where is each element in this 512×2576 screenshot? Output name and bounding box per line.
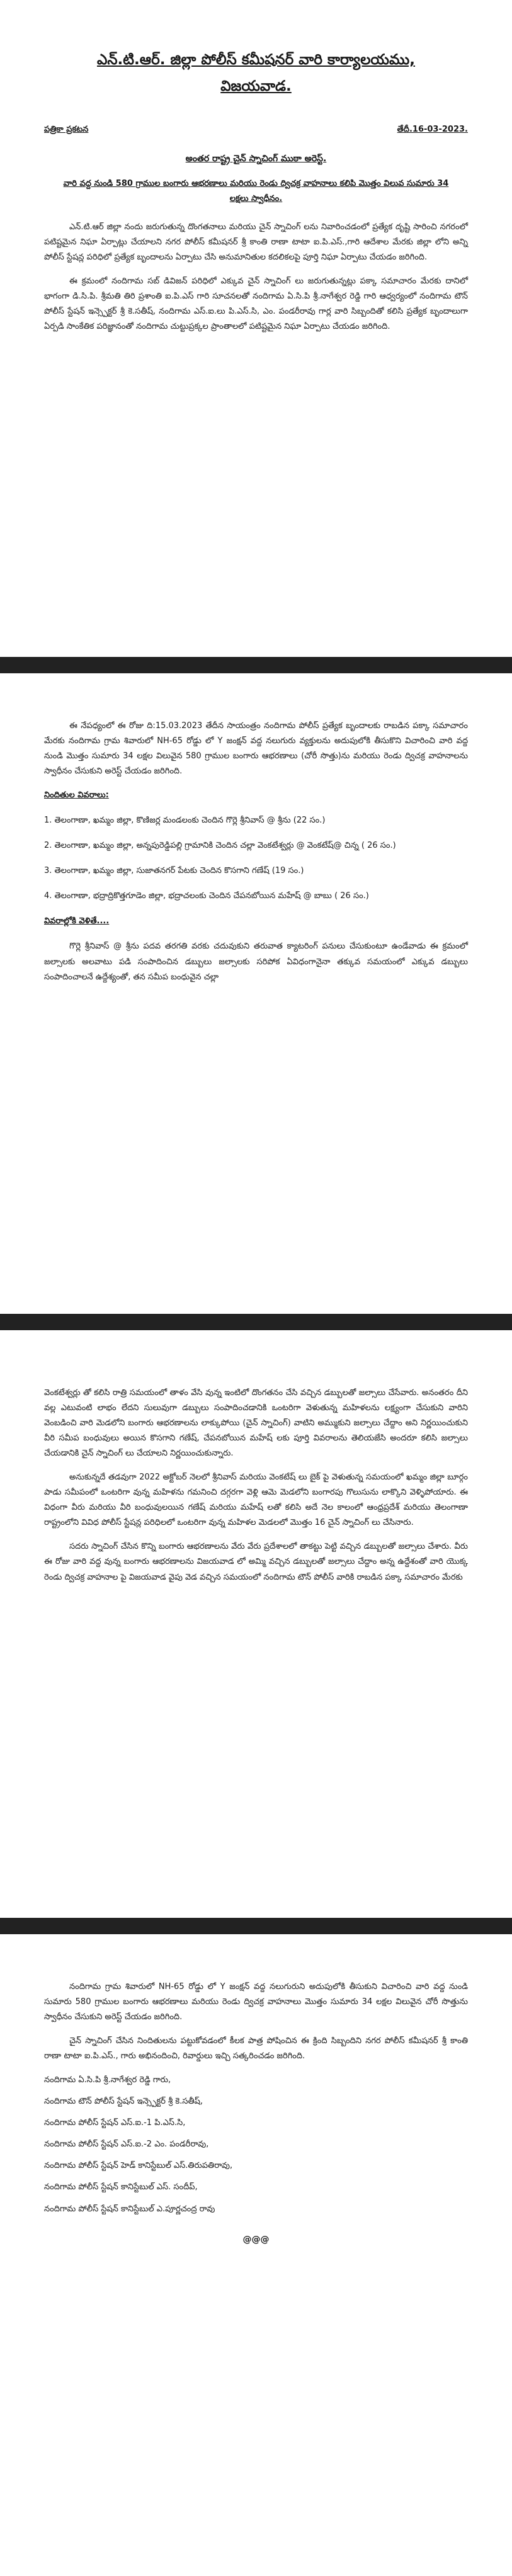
document-page-4 bbox=[0, 1934, 512, 2576]
office-title: ఎన్.టి.ఆర్. జిల్లా పోలీస్ కమీషనర్ వారి కార్యాలయము, bbox=[96, 52, 416, 68]
document-page-2 bbox=[0, 673, 512, 1314]
staff-line-4: నందిగామ పోలీస్ స్టేషన్ ఎస్.ఐ.-2 ఎం. పండరీరావు, bbox=[44, 2140, 209, 2150]
office-city: విజయవాడ. bbox=[220, 77, 292, 94]
details-paragraph-2: వెంకటేశ్వర్లు తో కలిసి రాత్రి సమయంలో తాళం వేసి వున్న ఇంటిలో దొంగతనం చేసి వచ్చిన డబ్బులతో జల్సాలు చేసేవారు. అనంతరం దీని వల్ల ఎటువంటి లాభం లేదని సులువుగా డబ్బులు సంపాదించడానికి ఒంటరిగా వెళుతున్న మహిళలను లక్ష్యంగా చేసుకుని వారిని వెంబడించి వారి మెడలోని బంగారు ఆభరణాలను లాక్కుపోయి (చైన్ స్నాచింగ్) వాటిని అమ్ముకుని జల్సాలు చేద్దాం అని నిర్ణయించుకుని వీరి సమీప బంధువులు అయిన కొసగాని గణేష్, చేపనబోయిన మహేష్ లకు పూర్తి వివరాలను తెలియజేసి అందరూ కలిసి జల్సాలు చేయడానికి చైన్ స్నాచింగ్ లు చేయాలని నిర్ణయించుకున్నారు. bbox=[44, 1388, 468, 1459]
arrest-paragraph: ఈ నేపధ్యంలో ఈ రోజు ది:15.03.2023 తేదీన సాయంత్రం నందిగామ పోలీస్ ప్రత్యేక బృందాలకు రాబడిన పక్కా సమాచారం మేరకు నందిగామ గ్రామ శివారులో NH-65 రోడ్డు లో Y జంక్షన్ వద్ద నలుగురు వ్యక్తులను అదుపులోకి తీసుకొని విచారించి వారి వద్ద నుండి మొత్తం సుమారు 34 లక్షల విలువైన 580 గ్రాముల బంగారు ఆభరణాలు (చోరీ సొత్తు)ను మరియు రెండు ద్విచక్ర వాహనాలను స్వాధీనం చేసుకుని అరెస్ట్ చేయడం జరిగింది. bbox=[44, 721, 468, 777]
staff-line-5: నందిగామ పోలీస్ స్టేషన్ హెడ్ కానిస్టేబుల్ ఎస్.తిరుపతిరావు, bbox=[44, 2161, 233, 2171]
recovery-paragraph: నందిగామ గ్రామ శివారులో NH-65 రోడ్డు లో Y జంక్షన్ వద్ద నలుగురుని అదుపులోకి తీసుకుని విచారించి వారి వద్ద నుండి సుమారు 580 గ్రాముల బంగారు ఆభరణాలు మరియు రెండు ద్విచక్ర వాహనాలు మొత్తం సుమారు 34 లక్షల విలువైన చోరీ సొత్తును స్వాధీనం చేసుకుని అరెస్ట్ చేయడం జరిగింది. bbox=[44, 1982, 468, 2022]
accused-item-1: 1. తెలంగాణా, ఖమ్మం జిల్లా, కొణిజర్ల మండలంకు చెందిన గొర్లె శ్రీనివాస్ @ శ్రీను (22 సం.) bbox=[44, 816, 326, 826]
press-note-label: పత్రికా ప్రకటన bbox=[44, 125, 89, 135]
date-label: తేదీ.16-03-2023. bbox=[397, 125, 468, 135]
intro-paragraph-1: ఎన్.టి.ఆర్ జిల్లా నందు జరుగుతున్న దొంగతనాలు మరియు చైన్ స్నాచింగ్ లను నివారించడంలో ప్రత్యేక దృష్టి సారించి నగరంలో పటిష్టమైన నిఘా ఏర్పాట్లు చేయాలని నగర పోలీస్ కమీషనర్ శ్రీ కాంతి రాణా టాటా ఐ.పి.ఎస్.,గారి ఆదేశాల మేరకు జిల్లా లోని అన్ని పోలీస్ స్టేషన్ల పరిధిలో ప్రత్యేక బృందాలను ఏర్పాటు చేసి అనుమానితుల కదలికలపై పూర్తి నిఘా ఏర్పాటు చేయడం జరిగింది. bbox=[44, 222, 468, 262]
accused-item-3: 3. తెలంగాణా, ఖమ్మం జిల్లా, సుజాతనగర్ పేటకు చెందిన కొసగాని గణేష్ (19 సం.) bbox=[44, 866, 304, 876]
reward-paragraph: చైన్ స్నాచింగ్ చేసిన నిందితులను పట్టుకోవడంలో కీలక పాత్ర పోషించిన ఈ క్రింది సిబ్బందిని నగర పోలీస్ కమీషనర్ శ్రీ కాంతి రాణా టాటా ఐ.పి.ఎస్., గారు అభినందించి, రివార్డులు ఇచ్చి సత్కరించడం జరిగింది. bbox=[44, 2036, 468, 2061]
meta-row bbox=[44, 122, 468, 137]
subheadline: వారి వద్ద నుండి 580 గ్రాముల బంగారు ఆభరణాలు మరియు రెండు ద్విచక్ర వాహనాలు కలిపి మొత్తం విలువ సుమారు 34 లక్షలు స్వాధీనం. bbox=[63, 179, 449, 203]
staff-line-6: నందిగామ పోలీస్ స్టేషన్ కానిస్టేబుల్ ఎస్. సందీప్, bbox=[44, 2182, 198, 2192]
staff-line-3: నందిగామ పోలీస్ స్టేషన్ ఎస్.ఐ.-1 పి.ఎస్.సి, bbox=[44, 2118, 186, 2128]
staff-line-7: నందిగామ పోలీస్ స్టేషన్ కానిస్టేబుల్ ఎ.పూర్ణచంద్ర రావు bbox=[44, 2204, 215, 2214]
details-paragraph-1: గొర్లె శ్రీనివాస్ @ శ్రీను పదవ తరగతి వరకు చదువుకుని తరువాత క్యాటరింగ్ పనులు చేసుకుంటూ ఉండేవాడు ఈ క్రమంలో జల్సాలకు అలవాటు పడి సంపాదించిన డబ్బులు జల్సాలకు సరిపోక ఏవిధంగానైనా తక్కువ సమయంలో ఎక్కువ డబ్బులు సంపాదించాలనే ఉద్దేశ్యంతో, తన సమీప బంధువైన చల్లా bbox=[44, 942, 468, 982]
intro-paragraph-2: ఈ క్రమంలో నందిగామ సబ్ డివిజన్ పరిధిలో ఎక్కువ చైన్ స్నాచింగ్ లు జరుగుతున్నట్లు పక్కా సమాచారం మేరకు దానిలో భాగంగా డి.సి.పి. శ్రీమతి తిరి ప్రశాంతి ఐ.పి.ఎస్ గారి సూచనలతో నందిగామ ఏ.సి.పి శ్రీ.నాగేశ్వర రెడ్డి గారి ఆధ్వర్యంలో నందిగామ టౌన్ పోలీస్ స్టేషన్ ఇన్స్పెక్టర్ శ్రీ కె.సతీష్, నందిగామ ఎస్.ఐ.లు పి.ఎస్.సి, ఎం. పండరీరావు గార్ల వారి సిబ్బందితో కలిసి ప్రత్యేక బృందాలుగా ఏర్పడి సాంకేతిక పరిజ్ఞానంతో నందిగామ చుట్టుప్రక్కల ప్రాంతాలలో పటిష్టమైన నిఘా ఏర్పాటు చేయడం జరిగింది. bbox=[44, 276, 468, 332]
document-page-3 bbox=[0, 1330, 512, 1918]
accused-item-4: 4. తెలంగాణా, భద్రాద్రికొత్తగూడెం జిల్లా, భద్రాచలంకు చెందిన చేపనబోయిన మహేష్ @ బాబు ( 26 సం.) bbox=[44, 891, 369, 901]
page-separator bbox=[0, 1314, 512, 1330]
headline: అంతర రాష్ట్ర చైన్ స్నాచింగ్ ముఠా అరెస్ట్. bbox=[185, 154, 327, 164]
page-separator bbox=[0, 657, 512, 673]
details-heading: వివరాల్లోకి వెళితే.... bbox=[44, 916, 110, 926]
accused-heading: నిందితుల వివరాలు: bbox=[44, 790, 109, 801]
end-mark: @@@ bbox=[242, 2234, 270, 2245]
staff-line-1: నందిగామ ఏ.సి.పి శ్రీ.నాగేశ్వర రెడ్డి గారు, bbox=[44, 2075, 171, 2085]
details-paragraph-3: అనుకున్నదే తడవుగా 2022 అక్టోబర్ నెలలో శ్రీనివాస్ మరియు వెంకటేష్ లు బైక్ పై వెళుతున్న సమయంలో ఖమ్మం జిల్లా బూర్గం పాడు సమీపంలో ఒంటరిగా వున్న మహిళను గమనించి దగ్గరగా వెళ్లి ఆమె మెడలోని బంగారపు గొలుసును లాక్కొని వెళ్ళిపోయారు. ఈ విధంగా వీరు మరియు వీరి బంధువులయిన గణేష్ మరియు మహేష్ లతో కలిసి అదే నెల కాలంలో ఆంధ్రప్రదేశ్ మరియు తెలంగాణా రాష్ట్రంలోని వివిధ పోలీస్ స్టేషన్ల పరిధిలలో ఒంటరిగా వున్న మహిళల మెడలలో మొత్తం 16 చైన్ స్నాచింగ్ లు చేసినారు. bbox=[44, 1473, 468, 1528]
staff-line-2: నందిగామ టౌన్ పోలీస్ స్టేషన్ ఇన్స్పెక్టర్ శ్రీ కె.సతీష్, bbox=[44, 2097, 203, 2107]
details-paragraph-4: సదరు స్నాచింగ్ చేసిన కొన్ని బంగారు ఆభరణాలను వేరు వేరు ప్రదేశాలలో తాకట్టు పెట్టి వచ్చిన డబ్బులతో జల్సాలు చేశారు. వీరు ఈ రోజు వారి వద్ద వున్న బంగారు ఆభరణాలను విజయవాడ లో అమ్మి వచ్చిన డబ్బులతో జల్సాలు చేద్దాం అన్న ఉద్దేశంతో వారి యొక్క రెండు ద్విచక్ర వాహనాల పై విజయవాడ వైపు వెడ వచ్చిన సమయంలో నందిగామ టౌన్ పోలీస్ వారికి రాబడిన పక్కా సమాచారం మేరకు bbox=[44, 1542, 468, 1582]
page-separator bbox=[0, 1918, 512, 1934]
document-page-1 bbox=[0, 0, 512, 657]
accused-item-2: 2. తెలంగాణా, ఖమ్మం జిల్లా, అన్నపురెడ్డిపల్లి గ్రామానికి చెందిన చల్లా వెంకటేశ్వర్లు @ వెంకటేష్@ చిన్న ( 26 సం.) bbox=[44, 841, 396, 851]
